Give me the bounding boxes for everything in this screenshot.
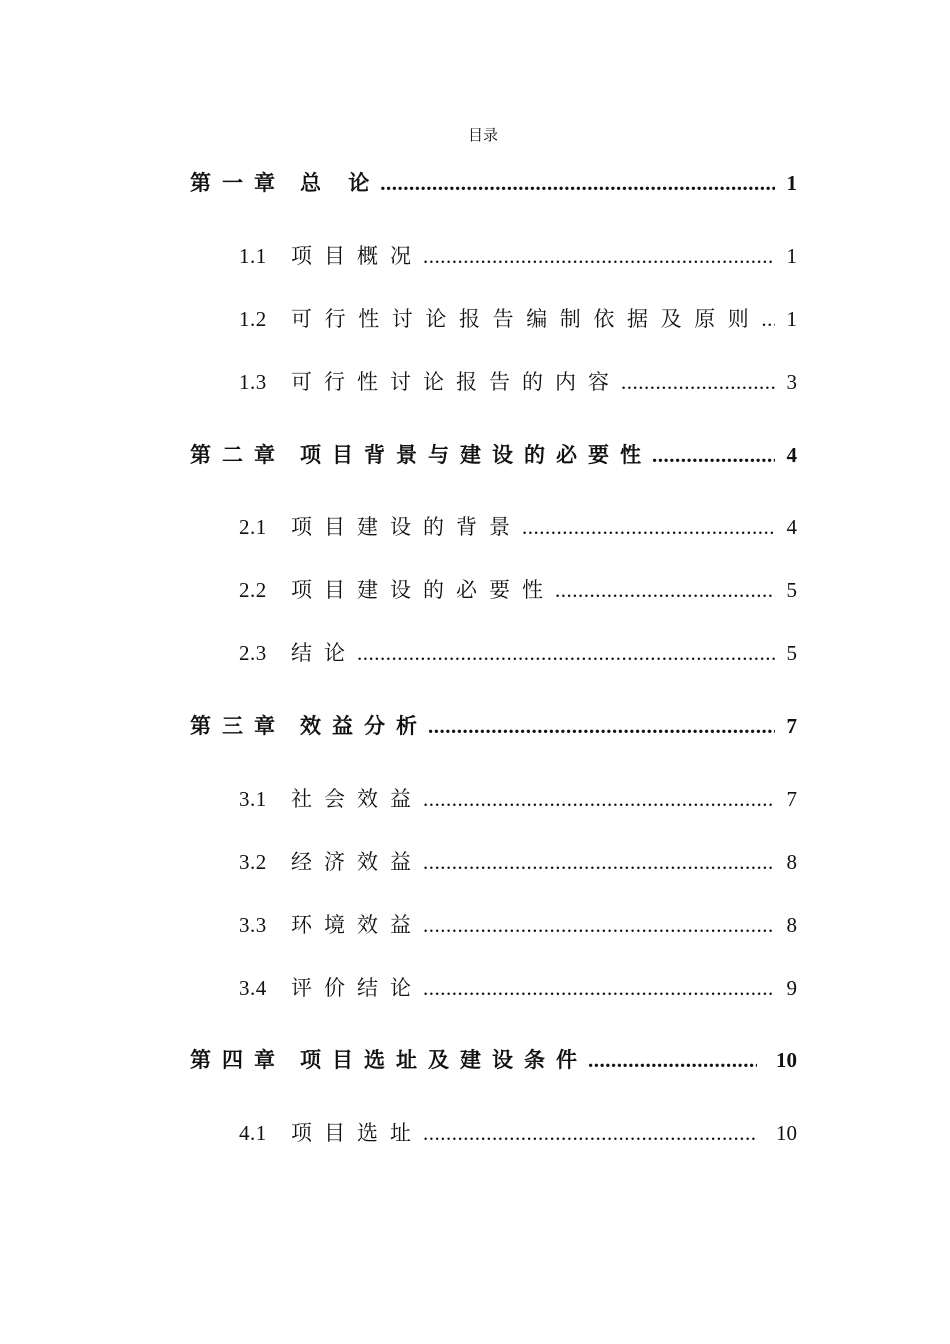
toc-entry-number: 1.1 xyxy=(239,244,267,268)
dot-leader xyxy=(423,784,775,814)
toc-entry-number: 2.3 xyxy=(239,641,267,665)
dot-leader xyxy=(380,168,775,198)
toc-entry-number: 3.2 xyxy=(239,850,267,874)
dot-leader xyxy=(522,512,775,542)
dot-leader xyxy=(423,910,775,940)
toc-entry-number: 第三章 xyxy=(190,714,286,738)
dot-leader xyxy=(588,1045,757,1075)
dot-leader xyxy=(428,711,775,741)
toc-entry-title: 效益分析 xyxy=(300,714,428,738)
dot-leader xyxy=(423,241,775,271)
toc-entry-title: 经济效益 xyxy=(291,850,423,874)
dot-leader xyxy=(621,367,775,397)
toc-entry-section-1-1[interactable] xyxy=(239,241,797,271)
toc-entry-title: 项目选址 xyxy=(291,1121,423,1145)
toc-entry-title: 项目建设的必要性 xyxy=(291,578,555,602)
toc-entry-title: 项目建设的背景 xyxy=(291,515,522,539)
toc-entry-page: 10 xyxy=(776,1048,797,1072)
toc-entry-number: 第四章 xyxy=(190,1048,286,1072)
toc-entry-number: 第二章 xyxy=(190,443,286,467)
toc-entry-number: 3.4 xyxy=(239,976,267,1000)
toc-entry-section-3-3[interactable] xyxy=(239,910,797,940)
toc-entry-title: 项目背景与建设的必要性 xyxy=(300,443,652,467)
toc-entry-title: 社会效益 xyxy=(291,787,423,811)
toc-entry-section-4-1[interactable] xyxy=(239,1118,797,1148)
toc-entry-number: 第一章 xyxy=(190,171,286,195)
toc-entry-title: 可行性讨论报告编制依据及原则 xyxy=(291,307,762,331)
toc-entry-page: 5 xyxy=(786,641,797,665)
toc-entry-section-3-1[interactable] xyxy=(239,784,797,814)
toc-entry-title: 可行性讨论报告的内容 xyxy=(291,370,621,394)
toc-entry-section-2-1[interactable] xyxy=(239,512,797,542)
toc-entry-title: 环境效益 xyxy=(291,913,423,937)
toc-entry-page: 5 xyxy=(786,578,797,602)
toc-entry-section-3-2[interactable] xyxy=(239,847,797,877)
toc-entry-page: 10 xyxy=(776,1121,797,1145)
toc-entry-page: 8 xyxy=(786,913,797,937)
toc-entry-page: 1 xyxy=(786,171,797,195)
toc-entry-number: 2.1 xyxy=(239,515,267,539)
toc-entry-page: 9 xyxy=(786,976,797,1000)
dot-leader xyxy=(652,440,775,470)
toc-entry-title: 项目概况 xyxy=(291,244,423,268)
toc-entry-section-1-3[interactable] xyxy=(239,367,797,397)
toc-entry-page: 8 xyxy=(786,850,797,874)
toc-entry-number: 1.3 xyxy=(239,370,267,394)
toc-entry-number: 3.1 xyxy=(239,787,267,811)
toc-entry-chapter-4[interactable] xyxy=(190,1045,797,1075)
toc-entry-page: 7 xyxy=(786,714,797,738)
dot-leader xyxy=(423,847,775,877)
dot-leader xyxy=(423,1118,757,1148)
toc-entry-section-2-3[interactable] xyxy=(239,638,797,668)
dot-leader xyxy=(357,638,775,668)
toc-entry-title: 评价结论 xyxy=(291,976,423,1000)
toc-entry-chapter-2[interactable] xyxy=(190,440,797,470)
toc-entry-number: 3.3 xyxy=(239,913,267,937)
toc-entry-title: 项目选址及建设条件 xyxy=(300,1048,588,1072)
toc-entry-page: 4 xyxy=(786,515,797,539)
toc-entry-title: 总 论 xyxy=(300,171,381,195)
dot-leader xyxy=(761,304,775,334)
toc-entry-number: 4.1 xyxy=(239,1121,267,1145)
toc-entry-page: 1 xyxy=(786,244,797,268)
toc-entry-chapter-3[interactable] xyxy=(190,711,797,741)
toc-entry-section-3-4[interactable] xyxy=(239,973,797,1003)
toc-entry-page: 1 xyxy=(786,307,797,331)
toc-entry-page: 3 xyxy=(786,370,797,394)
toc-entry-chapter-1[interactable] xyxy=(190,168,797,198)
dot-leader xyxy=(423,973,775,1003)
toc-title: 目录 xyxy=(467,128,498,144)
toc-entry-section-2-2[interactable] xyxy=(239,575,797,605)
toc-entry-section-1-2[interactable] xyxy=(239,304,797,334)
toc-entry-number: 2.2 xyxy=(239,578,267,602)
toc-entry-title: 结论 xyxy=(291,641,357,665)
toc-entry-page: 4 xyxy=(786,443,797,467)
toc-entry-page: 7 xyxy=(786,787,797,811)
dot-leader xyxy=(555,575,775,605)
toc-entry-number: 1.2 xyxy=(239,307,267,331)
